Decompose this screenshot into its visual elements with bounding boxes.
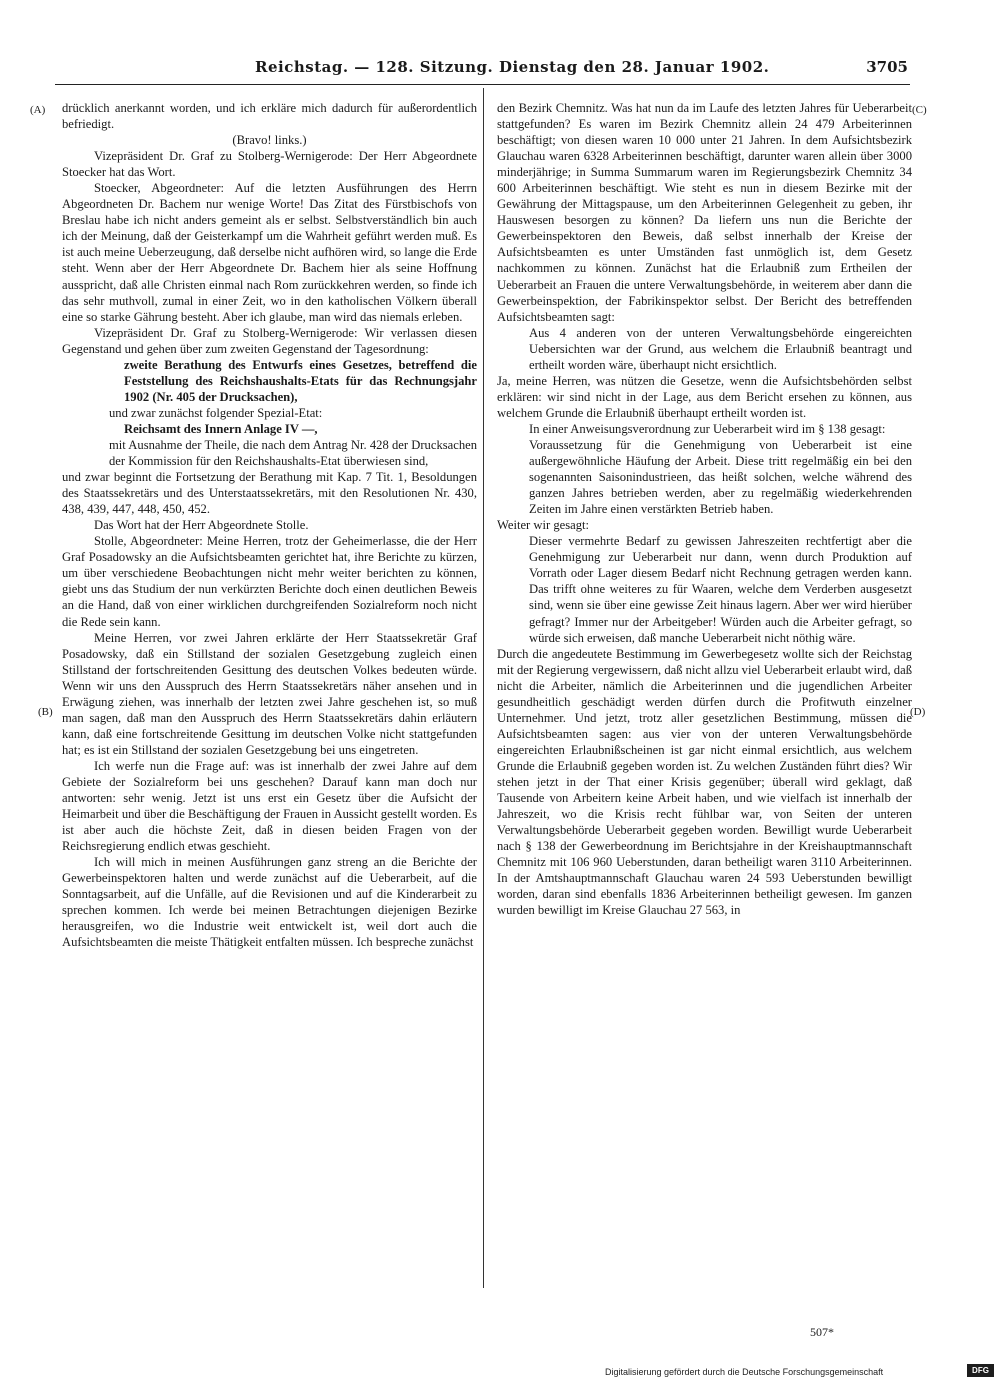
header-rule	[55, 84, 910, 85]
paragraph: Das Wort hat der Herr Abgeordnete Stolle.	[94, 518, 309, 533]
paragraph: Meine Herren, vor zwei Jahren erklärte der Herr Staatssekretär Graf Posadowsky, daß ein Stillstand der sozialen Gesetzgebung zugleich einen Stillstand der fortschreitenden Gesittung des deutschen Volkes bedeuten würde. Wenn wir uns den Ausspruch des Herrn Staatssekretärs näher ansehen und in Erwägung ziehen, was innerhalb der letzten zwei Jahre geschehen ist, so muß man sagen, daß man den Ausspruch des Herrn Staatssekretärs dahin erläutern kann, daß eine fortschreitende Gesittung im deutschen Volke nicht stattgefunden hat; es ist ein Stillstand der sozialen Gesetzgebung bei uns eingetreten.	[62, 630, 477, 757]
agenda-note: mit Ausnahme der Theile, die nach dem Antrag Nr. 428 der Drucksachen der Kommission für den Reichshaushalts-Etat überwiesen sind,	[109, 437, 477, 469]
column-divider	[483, 88, 484, 1288]
agenda-note: und zwar zunächst folgender Spezial-Etat:	[109, 405, 323, 420]
margin-mark-a: (A)	[30, 104, 46, 116]
margin-mark-b: (B)	[38, 706, 53, 718]
paragraph: Ja, meine Herren, was nützen die Gesetze, wenn die Aufsichtsbehörden selbst erklären: wir sind nicht in der Lage, aus dem Bericht ersehen zu können, aus welchem Grunde die Erlaubniß überhaupt ertheilt worden ist.	[497, 373, 912, 420]
margin-mark-c: (C)	[912, 104, 927, 116]
agenda-item: zweite Berathung des Entwurfs eines Gesetzes, betreffend die Feststellung des Reichshaushalts-Etats für das Rechnungsjahr 1902 (Nr. 405 der Drucksachen),	[124, 357, 477, 404]
signature-mark: 507*	[810, 1325, 834, 1339]
speaker-paragraph: Vizepräsident Dr. Graf zu Stolberg-Wernigerode: Der Herr Abgeordnete Stoecker hat das Wort.	[62, 149, 477, 180]
agenda-item: Reichsamt des Innern Anlage IV —,	[124, 421, 318, 436]
left-column	[62, 100, 477, 950]
speaker-paragraph: Stoecker, Abgeordneter: Auf die letzten Ausführungen des Herrn Abgeordneten Dr. Bachem nur wenige Worte! Das Zitat des Fürstbischofs von Breslau habe ich nicht anders gemeint als er selbst. Selbstverständlich bin auch ich der Meinung, daß der Geisterkampf um die Wahrheit geführt werden muß. Es ist auch meine Ueberzeugung, daß derselbe nicht aufhören wird, so lange die Erde steht. Wenn aber der Herr Abgeordnete Dr. Bachem hier als seine Hoffnung ausspricht, daß alle Christen einmal nach Rom zurückkehren werden, so finde ich das sehr muthvoll, zumal in einer Zeit, wo in den katholischen Völkern überall eine so starke Gährung besteht. Aber ich glaube, man wird das niemals erleben.	[62, 181, 477, 324]
block-quote: Aus 4 anderen von der unteren Verwaltungsbehörde eingereichten Uebersichten war der Grund, aus welchem die Erlaubniß beantragt und ertheilt worden wäre, überhaupt nicht ersichtlich.	[529, 325, 912, 372]
speaker-paragraph: Vizepräsident Dr. Graf zu Stolberg-Wernigerode: Wir verlassen diesen Gegenstand und gehen über zum zweiten Gegenstand der Tagesordnung:	[62, 325, 477, 356]
margin-mark-d: (D)	[910, 706, 926, 718]
interjection: (Bravo! links.)	[232, 133, 307, 148]
paragraph: Weiter wir gesagt:	[497, 518, 590, 533]
digitization-credit: Digitalisierung gefördert durch die Deutsche Forschungsgemeinschaft	[605, 1367, 884, 1377]
paragraph: In einer Anweisungsverordnung zur Ueberarbeit wird im § 138 gesagt:	[529, 421, 886, 436]
paragraph: Ich will mich in meinen Ausführungen ganz streng an die Berichte der Gewerbeinspektoren halten und werde zunächst auf die Ueberarbeit, auf die Sonntagsarbeit, auf die Unfälle, auf die Revisionen und auf die Kinderarbeit zu sprechen kommen. Ich werde bei meinen Betrachtungen diejenigen Bezirke herausgreifen, wo die Industrie weit entwickelt ist, weil dort auch die Aufsichtsbeamten die meiste Thätigkeit entfalten müssen. Ich bespreche zunächst	[62, 855, 477, 950]
paragraph: Durch die angedeutete Bestimmung im Gewerbegesetz wollte sich der Reichstag mit der Regierung vergewissern, daß nicht allzu viel Ueberarbeit erlaubt wird, daß nicht die Arbeiter, nämlich die Arbeiterinnen und die jugendlichen Arbeiter gesundheitlich geschädigt werden dürfen durch die Profitwuth einzelner Unternehmer. Und jetzt, trotz aller gesetzlichen Bestimmung, müssen die Aufsichtsbeamten sagen: aus vier von der unteren Verwaltungsbehörde eingereichten Erlaubnißscheinen ist gar nicht einmal ersichtlich, aus welchem Grunde die Erlaubniß gegeben worden ist. Zu welchen Zuständen führt dies? Wir stehen jetzt in der That einer Krisis gegenüber; überall wird geklagt, daß Tausende von Arbeitern keine Arbeit haben, und wie vielfach ist innerhalb der Jahreszeit, wo die Krisis recht fühlbar war, von Seiten der unteren Verwaltungsbehörde Ueberarbeit gegeben worden. Bewilligt wurde Ueberarbeit nach § 138 der Gewerbeordnung im Berichtsjahre in der Kreishauptmannschaft Chemnitz mit 106 960 Ueberstunden, daran betheiligt waren 3110 Arbeiterinnen. In der Amtshauptmannschaft Glauchau waren 24 593 Ueberstunden bewilligt worden, daran sind ebenfalls 1836 Arbeiterinnen betheiligt gewesen. Im ganzen wurden bewilligt im Kreise Glauchau 27 563, in	[497, 646, 912, 918]
running-header	[55, 54, 910, 80]
paragraph: Ich werfe nun die Frage auf: was ist innerhalb der zwei Jahre auf dem Gebiete der Sozialreform bei uns geschehen? Darauf kann man doch nur antworten: sehr wenig. Jetzt ist uns erst ein Gesetz über die Aufsicht der Heimarbeit und über die Beschäftigung der Frauen in Aussicht gestellt worden. Es ist aber auch die höchste Zeit, daß in diesen beiden Fragen von der Reichsregierung endlich etwas geschieht.	[62, 758, 477, 854]
paragraph: den Bezirk Chemnitz. Was hat nun da im Laufe des letzten Jahres für Ueberarbeit stattgefunden? Es waren im Bezirk Chemnitz allein 24 479 Arbeiterinnen beschäftigt; von diesen waren 10 000 unter 21 Jahren. In dem Aufsichtsbezirk Glauchau waren 6328 Arbeiterinnen beschäftigt, darunter waren allein über 3000 minderjährige; in Summa Summarum waren im Regierungsbezirk Chemnitz 34 600 Arbeiterinnen beschäftigt. Wie steht es nun in diesem Bezirke mit der Gewährung der Mittagspause, um den Arbeiterinnen Gelegenheit zu geben, ihr Hauswesen besorgen zu können? Da liefern uns nun die Berichte der Gewerbeinspektoren den Beweis, daß selbst innerhalb der Kreise der Aufsichtsbeamten es unter Umständen fast unmöglich ist, dem Gesetz nachkommen zu können. Zunächst hat die Erlaubniß zum Ertheilen der Ueberarbeit an Frauen die untere Verwaltungsbehörde, in weiterem aber dann die Gewerbeinspektion, der Fabrikinspektor selbst. Der Bericht des betreffenden Aufsichtsbeamten sagt:	[497, 101, 912, 324]
speaker-paragraph: Stolle, Abgeordneter: Meine Herren, trotz der Geheimerlasse, die der Herr Graf Posadowsky an die Aufsichtsbeamten gerichtet hat, ihre Berichte zu kürzen, um über verschiedene Beobachtungen nicht mehr weiter berichten zu können, giebt uns das Studium der nun verkürzten Berichte doch einen deutlichen Beweis an die Hand, daß von einer wirklichen durchgreifenden Sozialreform noch nicht die Rede sein kann.	[62, 534, 477, 629]
page-number: 3705	[866, 58, 908, 76]
block-quote: Voraussetzung für die Genehmigung von Ueberarbeit ist eine außergewöhnliche Häufung der Arbeit. Diese tritt regelmäßig ein bei den sogenannten Saisonindustrieen, das heißt solchen, welche während des ganzen Jahres betrieben werden, aber zu regelmäßig wiederkehrenden Zeiten im Jahre einen verstärkten Betrieb haben.	[529, 437, 912, 517]
right-column	[497, 100, 912, 918]
running-title: Reichstag. — 128. Sitzung. Dienstag den 28. Januar 1902.	[255, 58, 770, 76]
block-quote: Dieser vermehrte Bedarf zu gewissen Jahreszeiten rechtfertigt aber die Genehmigung zur Ueberarbeit nur dann, wenn durch Produktion auf Vorrath oder Lager diesem Bedarf nicht Rechnung getragen werden kann. Das trifft ohne weiteres zu für Waaren, welche dem Verderben ausgesetzt sind, wenn sie über eine gewisse Zeit hinaus lagern. Aber wer wird hierüber gefragt? Immer nur der Arbeitgeber! Würden auch die Arbeiter gefragt, so würde sich erweisen, daß manche Ueberarbeit nicht nöthig wäre.	[529, 534, 912, 645]
paragraph: drücklich anerkannt worden, und ich erkläre mich dadurch für außerordentlich befriedigt.	[62, 101, 477, 132]
dfg-logo-icon: DFG	[967, 1364, 994, 1377]
paragraph: und zwar beginnt die Fortsetzung der Berathung mit Kap. 7 Tit. 1, Besoldungen des Staatssekretärs und des Unterstaatssekretärs, mit den Resolutionen Nr. 430, 438, 439, 447, 448, 450, 452.	[62, 470, 477, 517]
